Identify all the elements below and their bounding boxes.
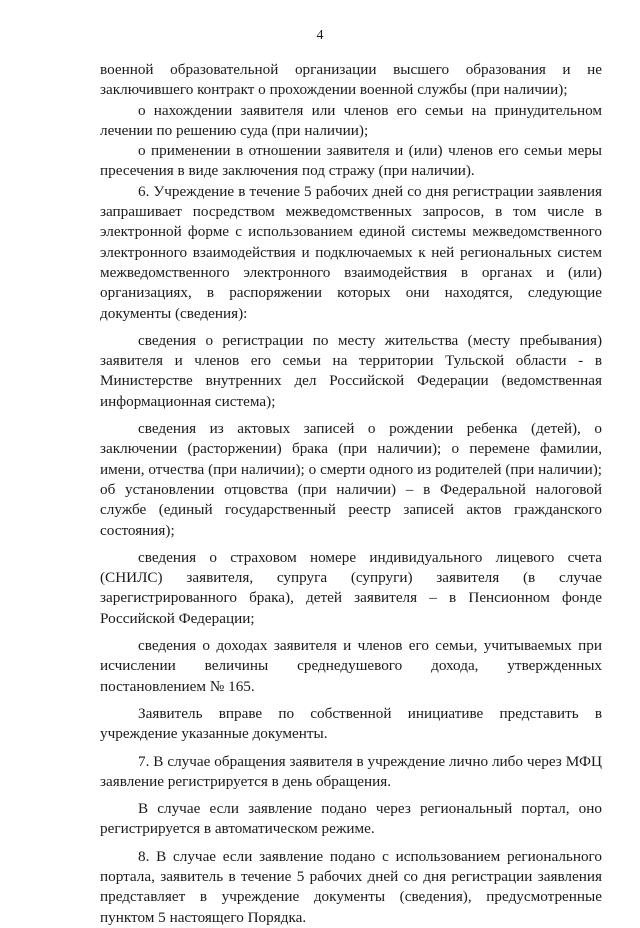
paragraph-income: сведения о доходах заявителя и членов его семьи, учитываемых при исчислении величины среднедушевого дохода, утвержденных постановлением № 165. (100, 637, 602, 695)
paragraph-detention: о применении в отношении заявителя и (или) членов его семьи меры пресечения в виде заключения под стражу (при наличии). (100, 142, 602, 180)
paragraph-item-6: 6. Учреждение в течение 5 рабочих дней со дня регистрации заявления запрашивает посредством межведомственных запросов, в том числе в электронной форме с использованием единой системы межведомственного электронного взаимодействия и подключаемых к ней региональных систем межведомственного электронного взаимодействия в органах и (или) организациях, в распоряжении которых они находятся, следующие документы (сведения): (100, 182, 602, 322)
page-number: 4 (316, 28, 324, 43)
paragraph-continuation: военной образовательной организации высшего образования и не заключившего контракт о прохождении военной службы (при наличии); (100, 61, 602, 99)
paragraph-civil-records: сведения из актовых записей о рождении ребенка (детей), о заключении (расторжении) брака (при наличии); о перемене фамилии, имени, отчества (при наличии); о смерти одного из родителей (при наличии); об установлении отцовства (при наличии) – в Федеральной налоговой службе (единый государственный реестр записей актов гражданского состояния); (100, 420, 602, 539)
paragraph-snils: сведения о страховом номере индивидуального лицевого счета (СНИЛС) заявителя, супруга (супруги) заявителя (в случае зарегистрированного брака), детей заявителя – в Пенсионном фонде Российской Федерации; (100, 548, 602, 627)
paragraph-compulsory-treatment: о нахождении заявителя или членов его семьи на принудительном лечении по решению суда (при наличии); (100, 101, 602, 139)
paragraph-item-7: 7. В случае обращения заявителя в учреждение лично либо через МФЦ заявление регистрируется в день обращения. (100, 752, 602, 790)
paragraph-registration-info: сведения о регистрации по месту жительства (месту пребывания) заявителя и членов его семьи на территории Тульской области - в Министерстве внутренних дел Российской Федерации (ведомственная информационная система); (100, 331, 602, 410)
paragraph-own-initiative: Заявитель вправе по собственной инициативе представить в учреждение указанные документы. (100, 704, 602, 743)
paragraph-regional-portal: В случае если заявление подано через региональный портал, оно регистрируется в автоматическом режиме. (100, 800, 602, 838)
document-body (100, 60, 602, 928)
paragraph-item-8: 8. В случае если заявление подано с использованием регионального портала, заявитель в течение 5 рабочих дней со дня регистрации заявления представляет в учреждение документы (сведения), предусмотренные пунктом 5 настоящего Порядка. (100, 847, 602, 926)
